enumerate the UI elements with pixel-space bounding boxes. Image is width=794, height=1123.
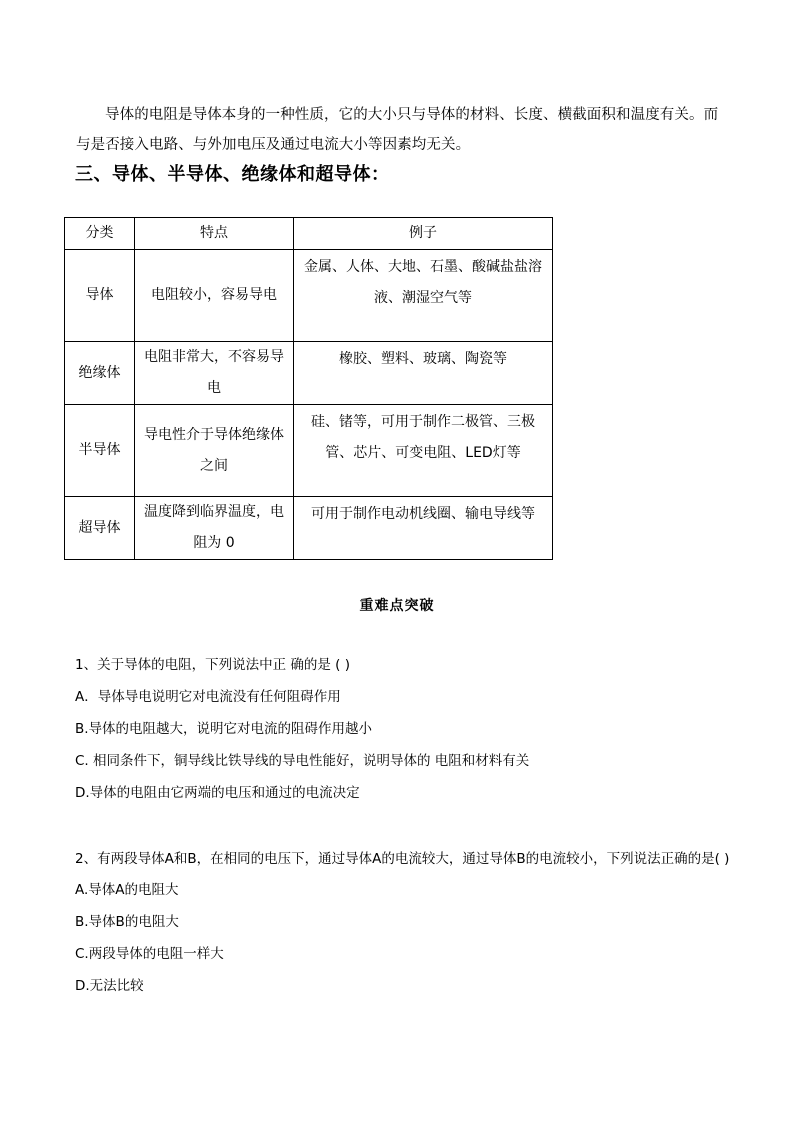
table-row [65,497,553,560]
table-row [65,405,553,497]
table-header-example: 例子 [294,218,553,250]
section-title: 三、导体、半导体、绝缘体和超导体： [75,164,390,185]
option-b: B.导体的电阻越大，说明它对电流的阻碍作用越小 [75,721,373,737]
question-stem: 2、有两段导体A和B，在相同的电压下，通过导体A的电流较大，通过导体B的电流较小，下列说法正确的是( ) [75,851,730,867]
table-cell-example: 硅、锗等，可用于制作二极管、三极管、芯片、可变电阻、LED灯等 [294,405,553,497]
option-c: C.两段导体的电阻一样大 [75,946,224,962]
table-cell-category: 绝缘体 [65,342,135,405]
option-c: C. 相同条件下，铜导线比铁导线的导电性能好，说明导体的 电阻和材料有关 [75,753,530,769]
classification-table [64,217,553,560]
table-header-row [65,218,553,250]
intro-paragraph: 导体的电阻是导体本身的一种性质，它的大小只与导体的材料、长度、横截面积和温度有关。而与是否接入电路、与外加电压及通过电流大小等因素均无关。 [76,107,719,153]
table-cell-feature: 温度降到临界温度，电阻为 0 [135,497,294,560]
option-a: A.导体A的电阻大 [75,882,179,898]
option-b: B.导体B的电阻大 [75,914,179,930]
table-cell-category: 导体 [65,250,135,342]
table-cell-example: 可用于制作电动机线圈、输电导线等 [294,497,553,560]
option-d: D.无法比较 [75,978,144,994]
sub-title: 重难点突破 [359,598,435,614]
table-cell-category: 超导体 [65,497,135,560]
table-cell-feature: 导电性介于导体绝缘体之间 [135,405,294,497]
table-cell-example: 橡胶、塑料、玻璃、陶瓷等 [294,342,553,405]
table-cell-example: 金属、人体、大地、石墨、酸碱盐盐溶液、潮湿空气等 [294,250,553,342]
option-d: D.导体的电阻由它两端的电压和通过的电流决定 [75,785,360,801]
table-header-category: 分类 [65,218,135,250]
question-1 [75,653,730,809]
table-row [65,250,553,342]
option-a: A．导体导电说明它对电流没有任何阻碍作用 [75,689,341,705]
table-cell-category: 半导体 [65,405,135,497]
question-2 [75,844,730,1002]
table-header-feature: 特点 [135,218,294,250]
table-cell-feature: 电阻非常大，不容易导电 [135,342,294,405]
question-stem: 1、关于导体的电阻，下列说法中正 确的是 ( ) [75,657,350,673]
table-cell-feature: 电阻较小，容易导电 [135,250,294,342]
table-row [65,342,553,405]
